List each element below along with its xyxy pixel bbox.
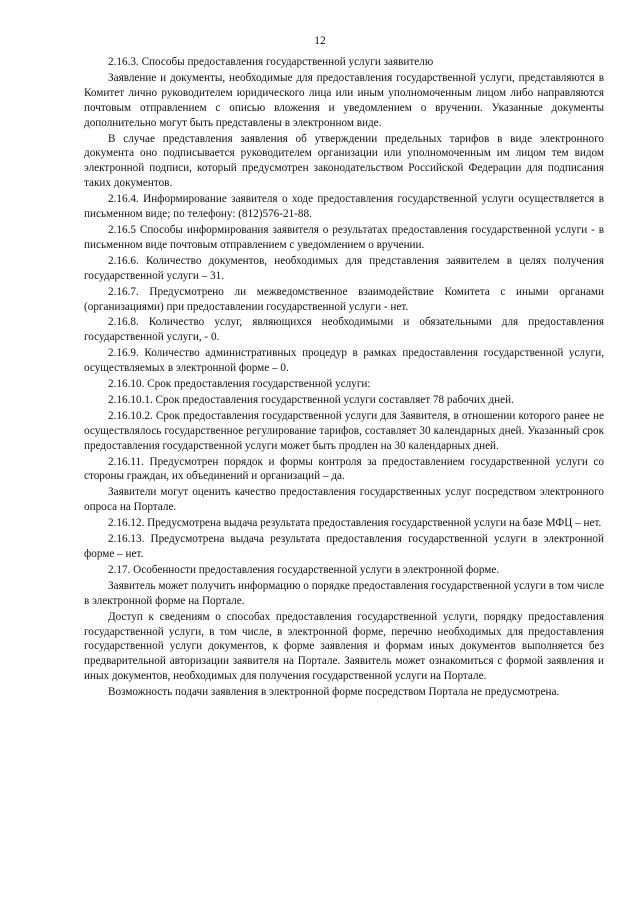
paragraph-2-16-9: 2.16.9. Количество административных процедур в рамках предоставления государственной услуги, осуществляемых в электронной форме – 0.: [84, 347, 604, 375]
document-body: [84, 55, 604, 700]
paragraph-2-16-7: 2.16.7. Предусмотрено ли межведомственное взаимодействие Комитета с иными органами (организациями) при предоставлении государственной услуги - нет.: [84, 285, 604, 313]
page-number: 12: [314, 35, 326, 47]
paragraph-2-17: 2.17. Особенности предоставления государственной услуги в электронной форме.: [108, 563, 500, 576]
paragraph-2-16-10-2: 2.16.10.2. Срок предоставления государственной услуги для Заявителя, в отношении которого ранее не осуществлялось государственное регулирование тарифов, составляет 30 календарных дней. Указанный срок предоставления государственной услуги может быть продлен на 30 календарных дней.: [84, 409, 604, 452]
paragraph-electronic-signature: В случае представления заявления об утверждении предельных тарифов в виде электронного документа оно подписывается руководителем организации или уполномоченным им лицом тем видом электронной подписи, который предусмотрен законодательством Российской Федерации для подписания таких документов.: [84, 132, 604, 190]
paragraph-2-16-11: 2.16.11. Предусмотрен порядок и формы контроля за предоставлением государственной услуги со стороны граждан, их объединений и организаций – да.: [84, 455, 604, 483]
paragraph-2-16-8: 2.16.8. Количество услуг, являющихся необходимыми и обязательными для предоставления государственной услуги, - 0.: [84, 316, 604, 344]
paragraph-2-16-10-1: 2.16.10.1. Срок предоставления государственной услуги составляет 78 рабочих дней.: [108, 393, 514, 406]
paragraph-2-16-6: 2.16.6. Количество документов, необходимых для представления заявителем в целях получения государственной услуги – 31.: [84, 254, 604, 282]
paragraph-2-16-5: 2.16.5 Способы информирования заявителя о результатах предоставления государственной услуги - в письменном виде почтовым отправлением с уведомлением о вручении.: [84, 223, 604, 251]
paragraph-2-16-13: 2.16.13. Предусмотрена выдача результата предоставления государственной услуги в электронной форме – нет.: [84, 533, 604, 560]
paragraph-2-16-10: 2.16.10. Срок предоставления государственной услуги:: [108, 378, 371, 391]
paragraph-submission-methods: Заявление и документы, необходимые для предоставления государственной услуги, представляются в Комитет лично руководителем юридического лица или иным уполномоченным лицом либо направляются почтовым отправлением с описью вложения и уведомлением о вручении. Указанные документы дополнительно могут быть представлены в электронном виде.: [84, 71, 604, 129]
paragraph-2-16-4: 2.16.4. Информирование заявителя о ходе предоставления государственной услуги осуществляется в письменном виде; по телефону: (812)576-21-88.: [84, 193, 604, 221]
paragraph-access-info: Доступ к сведениям о способах предоставления государственной услуги, порядку предоставления государственной услуги, в том числе, в электронной форме, перечню необходимых для предоставления государственной услуги документов, к форме заявления и формам иных документов выполняется без предварительной авторизации заявителя на Портале. Заявитель может ознакомиться с формой заявления и иных документов, необходимых для получения государственной услуги на Портале.: [84, 610, 604, 683]
paragraph-portal-info: Заявитель может получить информацию о порядке предоставления государственной услуги в том числе в электронной форме на Портале.: [84, 579, 604, 607]
paragraph-2-16-3: 2.16.3. Способы предоставления государственной услуги заявителю: [108, 56, 434, 68]
paragraph-2-16-12: 2.16.12. Предусмотрена выдача результата предоставления государственной услуги на базе МФЦ – нет.: [108, 517, 602, 530]
paragraph-quality-survey: Заявители могут оценить качество предоставления государственных услуг посредством электронного опроса на Портале.: [84, 486, 604, 514]
paragraph-no-electronic-submission: Возможность подачи заявления в электронной форме посредством Портала не предусмотрена.: [108, 686, 560, 699]
